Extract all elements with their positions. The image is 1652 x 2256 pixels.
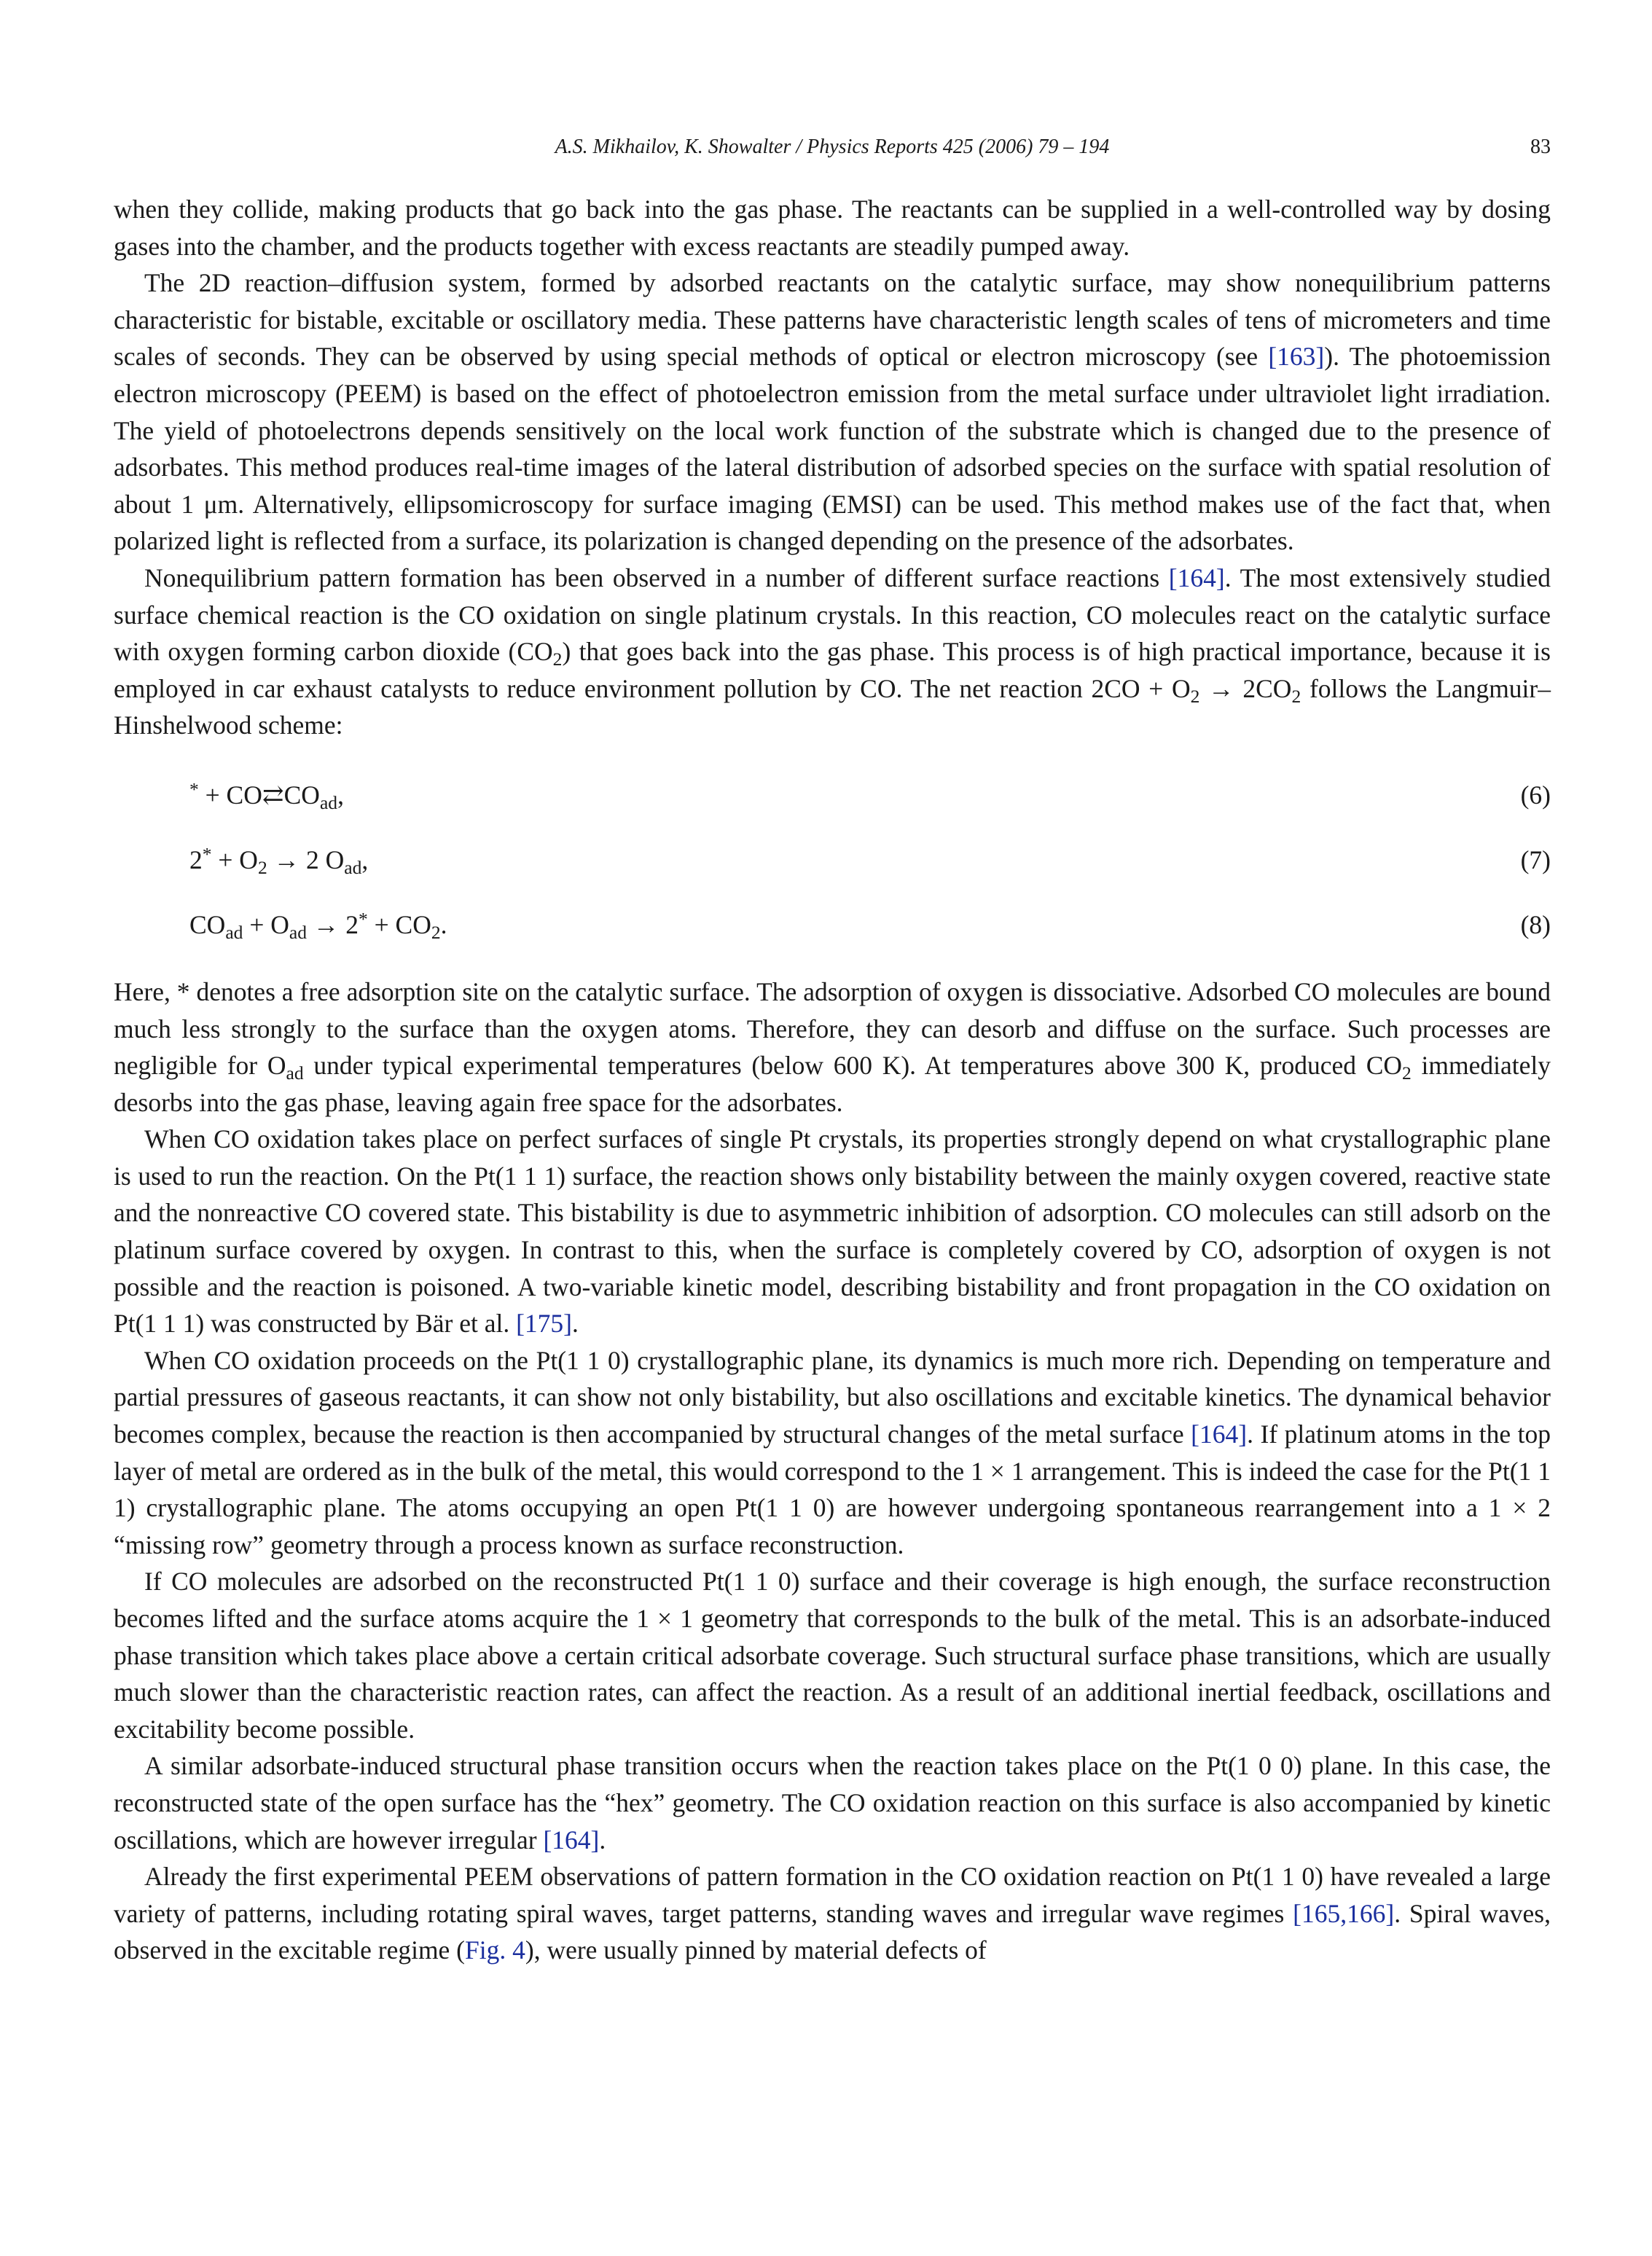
paragraph-continuation: when they collide, making products that go back into the gas phase. The reactants can be supplied in a well-controlled way by dosing gases into the chamber, and the products together with excess reactants are steadily pumped away. [114,195,1551,261]
equation-7: $2^* + O_2 \to 2$ $O_{ad}$, (7) [114,828,1551,893]
paragraph-pt100: A similar adsorbate-induced structural phase transition occurs when the reaction takes place on the Pt(1 0 0) plane. In this case, the reconstructed state of the open surface has the “hex” geometry. The CO oxidation reaction on this surface is also accompanied by kinetic oscillations, which are however irregular [164]. [114,1751,1551,1854]
paragraph-pt111: When CO oxidation takes place on perfect surfaces of single Pt crystals, its properties strongly depend on what crystallographic plane is used to run the reaction. On the Pt(1 1 1) surface, the reaction shows only bistability between the mainly oxygen covered, reactive state and the nonreactive CO covered state. This bistability is due to asymmetric inhibition of adsorption. CO molecules can still adsorb on the platinum surface covered by oxygen. In contrast to this, when the surface is completely covered by CO, adsorption of oxygen is not possible and the reaction is poisoned. A two-variable kinetic model, describing bistability and front propagation in the CO oxidation on Pt(1 1 1) was constructed by Bär et al. [175]. [114,1124,1551,1339]
equation-number: (7) [1520,845,1551,874]
equation-8: $CO_{ad} + O_{ad} \to 2^* + CO_2$. (8) [114,893,1551,957]
citation-link[interactable]: [175] [516,1309,572,1339]
equation-number: (6) [1520,780,1551,810]
page [114,136,1551,1969]
citation-link[interactable]: [164] [543,1825,600,1854]
equation-6: $^* + CO⇄CO_{ad}$, (6) [114,763,1551,828]
article-body [114,191,1551,1969]
citation-link[interactable]: [165,166] [1293,1898,1395,1928]
equation-number: (8) [1520,909,1551,939]
paragraph-reconstruction: If CO molecules are adsorbed on the reconstructed Pt(1 1 0) surface and their coverage is high enough, the surface reconstruction becomes lifted and the surface atoms acquire the 1 × 1 geometry that corresponds to the bulk of the metal. This is an adsorbate-induced phase transition which takes place above a certain critical adsorbate coverage. Such structural surface phase transitions, which are usually much slower than the characteristic reaction rates, can affect the reaction. As a result of an additional inertial feedback, oscillations and excitability become possible. [114,1567,1551,1744]
citation-link[interactable]: [164] [1191,1419,1248,1449]
paragraph-co-oxidation: Nonequilibrium pattern formation has been observed in a number of different surface reactions [164]. The most extensively studied surface chemical reaction is the CO oxidation on single platinum crystals. In this reaction, CO molecules react on the catalytic surface with oxygen forming carbon dioxide $(CO_2)$ that goes back into the gas phase. This process is of high practical importance, because it is employed in car exhaust catalysts to reduce environment pollution by CO. The net reaction $2CO + O_2 \to 2CO_2$ follows the Langmuir–Hinshelwood scheme: [114,563,1551,740]
citation-link[interactable]: [163] [1268,342,1325,372]
paragraph-pattern-observation: The 2D reaction–diffusion system, formed by adsorbed reactants on the catalytic surface, may show nonequilibrium patterns characteristic for bistable, excitable or oscillatory media. These patterns have characteristic length scales of tens of micrometers and time scales of seconds. They can be observed by using special methods of optical or electron microscopy (see [163]). The photoemission electron microscopy (PEEM) is based on the effect of photoelectron emission from the metal surface under ultraviolet light irradiation. The yield of photoelectrons depends sensitively on the local work function of the substrate which is changed due to the presence of adsorbates. This method produces real-time images of the lateral distribution of adsorbed species on the surface with spatial resolution of about 1 μm. Alternatively, ellipsomicroscopy for surface imaging (EMSI) can be used. This method makes use of the fact that, when polarized light is reflected from a surface, its polarization is changed depending on the presence of the adsorbates. [114,268,1551,556]
equation-block [114,763,1551,957]
paragraph-peem-observations: Already the first experimental PEEM observations of pattern formation in the CO oxidation reaction on Pt(1 1 0) have revealed a large variety of patterns, including rotating spiral waves, target patterns, standing waves and irregular wave regimes [165,166]. Spiral waves, observed in the excitable regime (Fig. 4), were usually pinned by material defects of [114,1862,1551,1965]
paragraph-adsorption-site: Here, * denotes a free adsorption site on the catalytic surface. The adsorption of oxygen is dissociative. Adsorbed CO molecules are bound much less strongly to the surface than the oxygen atoms. Therefore, they can desorb and diffuse on the surface. Such processes are negligible for $O_{ad}$ under typical experimental temperatures (below 600 K). At temperatures above 300 K, produced $CO_2$ immediately desorbs into the gas phase, leaving again free space for the adsorbates. [114,976,1551,1117]
running-head-citation: A.S. Mikhailov, K. Showalter / Physics Reports 425 (2006) 79 – 194 [555,136,1110,158]
paragraph-pt110: When CO oxidation proceeds on the Pt(1 1 0) crystallographic plane, its dynamics is much more rich. Depending on temperature and partial pressures of gaseous reactants, it can show not only bistability, but also oscillations and excitable kinetics. The dynamical behavior becomes complex, because the reaction is then accompanied by structural changes of the metal surface [164]. If platinum atoms in the top layer of metal are ordered as in the bulk of the metal, this would correspond to the 1 × 1 arrangement. This is indeed the case for the Pt(1 1 1) crystallographic plane. The atoms occupying an open Pt(1 1 0) are however undergoing spontaneous rearrangement into a 1 × 2 “missing row” geometry through a process known as surface reconstruction. [114,1345,1551,1559]
citation-link[interactable]: [164] [1168,563,1225,592]
running-header [114,136,1551,168]
figure-link[interactable]: Fig. 4 [465,1935,525,1965]
page-number: 83 [1530,136,1551,158]
